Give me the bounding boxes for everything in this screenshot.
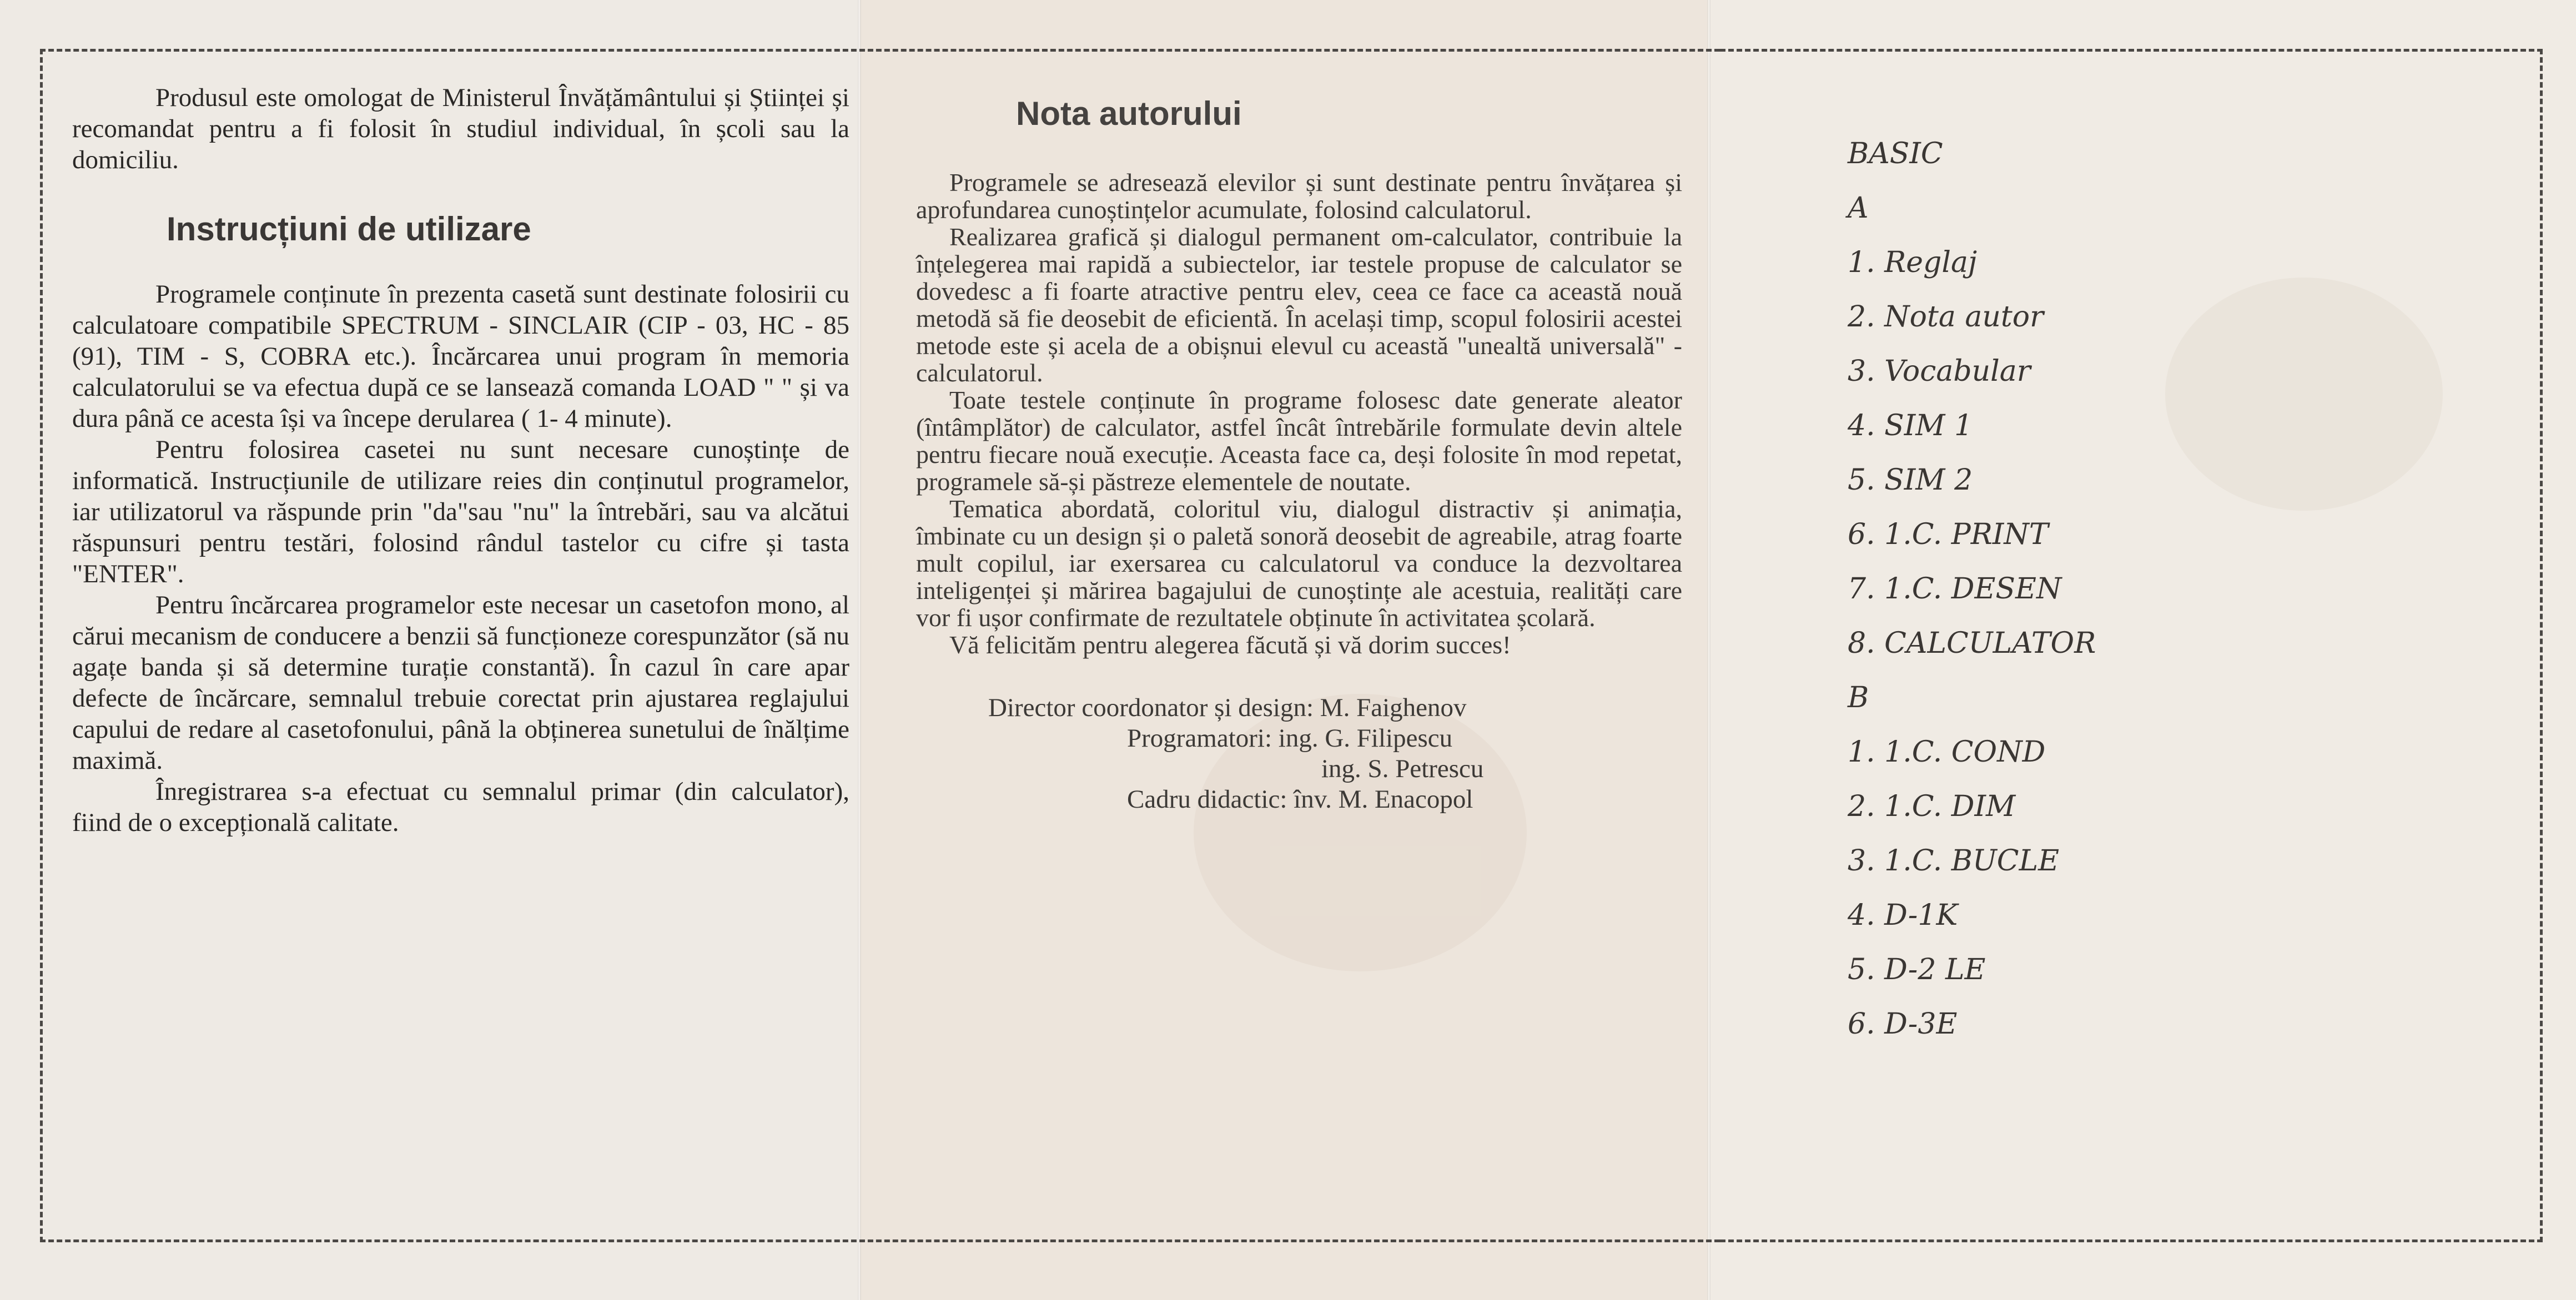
program-list-item: A: [1848, 192, 1869, 225]
approval-note: Produsul este omologat de Ministerul Învățământului și Științei și recomandat pentru a fi folosit în studiul individual, în școli sau la domiciliu.: [72, 83, 849, 174]
program-list-item: 5. SIM 2: [1848, 463, 1973, 497]
program-list-item: 1. Reglaj: [1848, 246, 1978, 279]
program-list-item: 5. D-2 LE: [1848, 953, 1986, 986]
instructions-paragraph: Pentru folosirea casetei nu sunt necesare cunoștințe de informatică. Instrucțiunile de utilizare reies din conținutul programelor, iar utilizatorul va răspunde prin "da"sau "nu" la întrebări, sau va alcătui răspunsuri pentru testări, folosind rândul tastelor cu cifre și tasta "ENTER".: [72, 435, 849, 588]
program-list-title: BASIC: [1848, 137, 1943, 170]
credit-line: Cadru didactic: înv. M. Enacopol: [1127, 785, 1473, 814]
program-list-item: 7. 1.C. DESEN: [1848, 572, 2062, 606]
program-list: [1848, 127, 2347, 1051]
instructions-paragraph: Înregistrarea s-a efectuat cu semnalul primar (din calculator), fiind de o excepțională calitate.: [72, 777, 849, 837]
program-list-item: 3. Vocabular: [1848, 355, 2031, 388]
program-list-item: 6. D-3E: [1848, 1007, 1958, 1041]
credit-line: Programatori: ing. G. Filipescu: [1127, 724, 1453, 753]
program-list-item: 3. 1.C. BUCLE: [1848, 844, 2060, 878]
dashed-border-bottom: [859, 1239, 1720, 1242]
instructions-column: [72, 82, 849, 838]
author-note-paragraph: Realizarea grafică și dialogul permanent om-calculator, contribuie la înțelegerea mai rapidă a subiectelor, iar testele propuse de calculator se dovedesc a fi foarte atractive pentru elev, ceea ce face ca această nouă metodă să fie deosebit de eficientă. În același timp, scopul folosirii acestei metode este și acela de a obișnui elevul cu această "unealtă universală" - calculatorul.: [916, 223, 1682, 387]
program-list-item: 1. 1.C. COND: [1848, 735, 2046, 769]
fold-line: [1707, 0, 1710, 1300]
program-list-item: 6. 1.C. PRINT: [1848, 518, 2049, 551]
instructions-paragraph: Programele conținute în prezenta casetă sunt destinate folosirii cu calculatoare compatibile SPECTRUM - SINCLAIR (CIP - 03, HC - 85 (91), TIM - S, COBRA etc.). Încărcarea unui program în memoria calculatorului se va efectua după ce se lansează comanda LOAD " " și va dura până ce acesta își va începe derularea ( 1- 4 minute).: [72, 280, 849, 433]
instructions-heading: Instrucțiuni de utilizare: [167, 210, 531, 248]
program-list-item: 2. Nota autor: [1848, 300, 2044, 334]
author-note-heading: Nota autorului: [1016, 95, 1242, 132]
instructions-paragraph: Pentru încărcarea programelor este necesar un casetofon mono, al cărui mecanism de conducere a benzii să funcționeze corespunzător (să nu agațe banda și să determine turație constantă). În cazul în care apar defecte de încărcare, semnalul trebuie corectat prin ajustarea reglajului capului de redare al casetofonului, până la obținerea sunetului de înălțime maximă.: [72, 591, 849, 775]
author-note-column: [916, 94, 1682, 815]
program-list-item: 4. SIM 1: [1848, 409, 1973, 442]
author-note-paragraph: Toate testele conținute în programe folosesc date generate aleator (întâmplător) de calculator, astfel încât întrebările formulate devin altele pentru fiecare nouă execuție. Aceasta face ca, deși folosite în mod repetat, programele să-și păstreze elementele de noutate.: [916, 386, 1682, 496]
credit-line: ing. S. Petrescu: [1321, 754, 1484, 783]
dashed-border-top: [859, 49, 1720, 52]
program-list-item: B: [1848, 681, 1869, 714]
credits: [916, 693, 1682, 815]
author-note-paragraph: Programele se adresează elevilor și sunt destinate pentru învățarea și aprofundarea cunoștințelor acumulate, folosind calculatorul.: [916, 168, 1682, 224]
program-list-item: 4. D-1K: [1848, 899, 1958, 932]
author-note-paragraph: Tematica abordată, coloritul viu, dialogul distractiv și animația, îmbinate cu un design și o paletă sonoră deosebit de agreabile, atrag foarte mult copilul, iar exersarea cu calculatorul va conduce la dezvoltarea inteligenței și mărirea bagajului de cunoștințe ale acestuia, realități care vor fi ușor confirmate de rezultatele obținute în activitatea școlară.: [916, 495, 1682, 632]
author-note-paragraph: Vă felicităm pentru alegerea făcută și vă dorim succes!: [949, 631, 1511, 659]
program-list-item: 2. 1.C. DIM: [1848, 790, 2016, 823]
program-list-item: 8. CALCULATOR: [1848, 627, 2096, 660]
credit-line: Director coordonator și design: M. Faighenov: [988, 693, 1467, 722]
